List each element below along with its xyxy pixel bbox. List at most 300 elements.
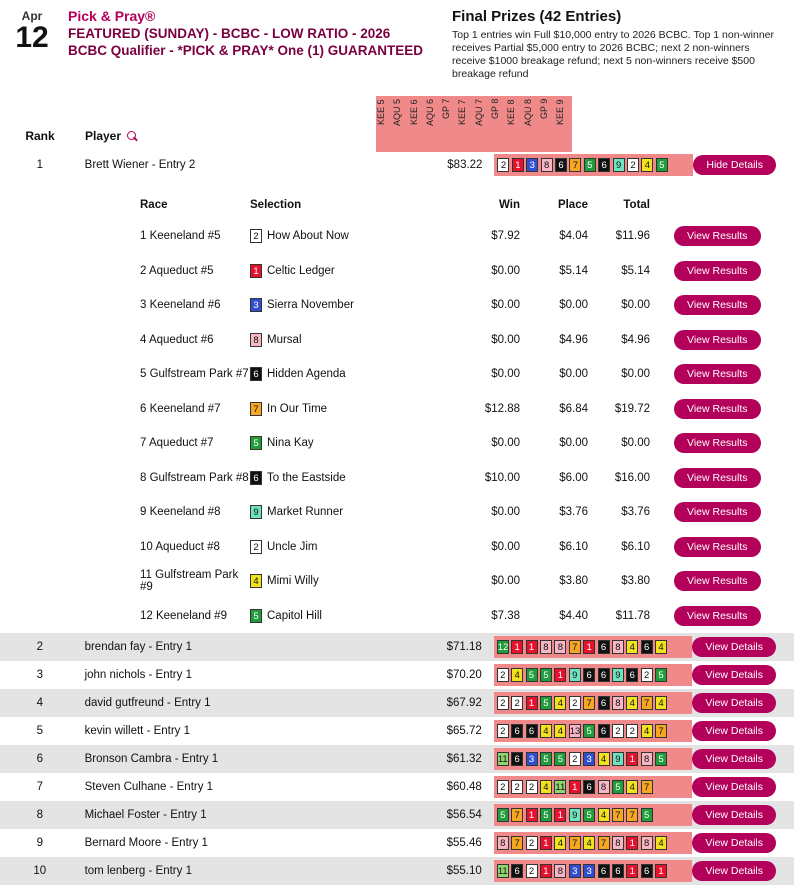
pick-chip: 2 [497,158,509,172]
pick-chip: 6 [555,158,567,172]
pick-chip: 11 [497,866,508,877]
detail-place: $6.10 [559,540,588,553]
pick-chip: 1 [540,836,552,850]
detail-place: $3.76 [559,506,588,519]
pick-chip: 5 [641,808,653,822]
contest-date [10,8,54,53]
detail-row [10,357,784,392]
pick-chip: 2 [497,668,509,682]
pick-chip [655,780,667,794]
pick-chip: 4 [598,808,610,822]
detail-action-cell [650,468,784,488]
detail-total: $3.76 [621,506,650,519]
details-header [10,191,784,219]
pick-chip: 9 [569,808,581,822]
column-place: Place [557,199,588,211]
leaderboard-body [0,151,794,885]
pick-chip: 8 [497,836,509,850]
entry-picks [494,748,693,770]
selection-horse-name: Hidden Agenda [267,368,346,381]
pick-chip: 6 [612,864,624,878]
detail-win: $0.00 [491,264,520,277]
detail-total: $4.96 [621,333,650,346]
entry-player: brendan fay - Entry 1 [84,641,192,653]
pick-chip: 6 [583,780,595,794]
view-results-button[interactable]: View Results [674,606,761,626]
pick-chip: 4 [655,836,667,850]
detail-place: $4.96 [559,333,588,346]
table-row[interactable] [0,773,794,801]
prizes-title: Final Prizes (42 Entries) [452,8,622,25]
selection-number-chip: 6 [250,471,262,485]
detail-total: $0.00 [621,368,650,381]
pick-chip: 6 [511,864,523,878]
pick-chip: 6 [583,668,595,682]
entry-rank: 9 [36,837,43,849]
leg-label: GP 9 [538,99,549,120]
view-results-button[interactable]: View Results [674,537,761,557]
page-header [0,0,794,85]
table-row[interactable] [0,661,794,689]
detail-row [10,599,784,634]
selection-number-chip: 6 [250,367,262,381]
detail-win: $7.92 [491,230,520,243]
pick-chip: 11 [555,782,566,793]
detail-race: 11 Gulfstream Park #9 [140,569,239,594]
detail-row [10,426,784,461]
detail-selection [250,367,440,381]
view-results-button[interactable]: View Results [674,226,761,246]
title-column [54,8,428,59]
detail-total: $0.00 [621,437,650,450]
detail-total: $5.14 [621,264,650,277]
detail-total: $0.00 [621,299,650,312]
pick-chip: 1 [526,808,538,822]
pick-chip: 8 [554,864,566,878]
pick-chip: 5 [540,696,552,710]
pick-chip: 2 [511,780,523,794]
pick-chip: 6 [598,724,610,738]
pick-chip: 1 [554,668,566,682]
view-details-button[interactable]: View Details [692,637,776,657]
pick-chip: 6 [511,752,523,766]
entry-picks [494,720,693,742]
detail-row [10,219,784,254]
pick-chip: 4 [626,780,638,794]
detail-win: $0.00 [491,437,520,450]
entry-rank: 2 [36,641,43,653]
pick-chip: 5 [583,724,595,738]
selection-horse-name: Mursal [267,333,302,346]
entry-action-cell [692,721,784,741]
view-results-button[interactable]: View Results [674,399,761,419]
pick-chip: 4 [655,696,667,710]
pick-chip: 8 [641,752,653,766]
entry-action-cell [692,805,784,825]
pick-chip: 5 [583,808,595,822]
pick-chip: 5 [497,808,509,822]
entry-action-cell [692,861,784,881]
detail-row [10,323,784,358]
detail-selection [250,436,440,450]
brand-name: Pick & Pray® [68,8,156,24]
pick-chip: 6 [641,864,653,878]
entry-player: Steven Culhane - Entry 1 [84,781,214,793]
pick-chip: 5 [526,668,538,682]
detail-selection [250,229,440,243]
detail-total: $19.72 [614,402,650,415]
pick-chip: 1 [526,640,538,654]
table-row[interactable] [0,633,794,661]
table-row[interactable] [0,151,794,179]
entry-earnings: $56.54 [446,809,482,821]
detail-selection [250,402,440,416]
view-details-button[interactable]: View Details [692,665,776,685]
contest-title: FEATURED (SUNDAY) - BCBC - LOW RATIO - 2026 BCBC Qualifier - *PICK & PRAY* One (1) GUARANTEED [68,26,424,58]
detail-action-cell [650,537,784,557]
view-results-button[interactable]: View Results [674,364,761,384]
entry-earnings: $61.32 [446,753,482,765]
pick-chip: 9 [613,158,625,172]
detail-win: $0.00 [491,506,520,519]
view-details-button[interactable]: View Details [692,749,776,769]
entry-player: Brett Wiener - Entry 2 [84,159,196,171]
pick-chip: 8 [612,836,624,850]
pick-chip: 11 [497,754,508,765]
prizes-description: Top 1 entries win Full $10,000 entry to 2026 BCBC. Top 1 non-winner receives Partial $5,000 entry to 2026 BCBC; next 2 non-winners receive $1000 breakage refund; next 5 non-winners receive $500 breakage refund [452,29,774,80]
detail-race: 10 Aqueduct #8 [140,540,220,553]
view-details-button[interactable]: View Details [692,777,776,797]
view-details-button[interactable]: View Details [692,721,776,741]
detail-total: $3.80 [621,575,650,588]
pick-chip: 2 [627,158,639,172]
detail-place: $0.00 [559,437,588,450]
detail-action-cell [650,330,784,350]
search-icon[interactable] [127,131,138,142]
leg-label: KEE 8 [506,99,517,125]
leg-label: KEE 7 [457,99,468,125]
entry-action-cell [692,693,784,713]
detail-race: 4 Aqueduct #6 [140,333,214,346]
date-day: 12 [15,21,49,54]
pick-chip: 2 [526,864,538,878]
view-results-button[interactable]: View Results [674,502,761,522]
leg-label: AQU 5 [392,99,403,127]
pick-chip: 8 [541,158,553,172]
view-results-button[interactable]: View Results [674,433,761,453]
pick-chip: 6 [511,724,523,738]
column-player [70,129,375,143]
entry-player: david gutfreund - Entry 1 [84,697,211,709]
pick-chip [655,808,667,822]
detail-place: $4.04 [559,230,588,243]
selection-number-chip: 2 [250,229,262,243]
entry-picks [494,692,693,714]
prize-column [428,8,784,81]
selection-number-chip: 3 [250,298,262,312]
leg-label: AQU 7 [473,99,484,127]
column-player-label: Player [85,129,122,143]
pick-chip: 13 [569,726,581,737]
pick-chip: 4 [554,724,566,738]
table-row[interactable] [0,717,794,745]
detail-place: $3.80 [559,575,588,588]
view-results-button[interactable]: View Results [674,261,761,281]
pick-chip: 1 [511,640,523,654]
entry-picks [494,776,693,798]
pick-chip: 3 [569,864,581,878]
pick-chip: 2 [511,696,523,710]
pick-chip: 2 [497,780,509,794]
detail-race: 9 Keeneland #8 [140,506,221,519]
pick-chip: 4 [641,158,653,172]
pick-chip: 6 [641,640,653,654]
entry-player: Michael Foster - Entry 1 [84,809,207,821]
pick-chip: 2 [569,752,581,766]
entry-rank: 3 [36,669,43,681]
view-results-button[interactable]: View Results [674,330,761,350]
entry-earnings: $65.72 [446,725,482,737]
pick-chip: 4 [540,724,552,738]
pick-chip: 4 [554,836,566,850]
selection-horse-name: To the Eastside [267,471,346,484]
pick-chip: 1 [512,158,524,172]
table-row[interactable] [0,829,794,857]
leg-label: KEE 6 [408,99,419,125]
detail-action-cell [650,364,784,384]
entry-details [0,191,794,633]
entry-player: Bernard Moore - Entry 1 [84,837,208,849]
entry-rank: 6 [36,753,43,765]
detail-total: $11.78 [615,609,650,622]
table-row[interactable] [0,857,794,885]
entry-action-cell [692,777,784,797]
detail-win: $0.00 [491,575,520,588]
pick-chip: 5 [612,780,624,794]
pick-chip: 6 [598,640,610,654]
detail-place: $0.00 [559,368,588,381]
detail-total: $11.96 [615,230,650,243]
pick-chip: 7 [569,836,581,850]
selection-horse-name: Celtic Ledger [267,264,335,277]
pick-chip: 3 [526,752,538,766]
pick-chip: 4 [598,752,610,766]
leg-label: AQU 6 [424,99,435,127]
selection-horse-name: Sierra November [267,299,354,312]
detail-selection [250,333,440,347]
pick-chip: 8 [612,640,624,654]
detail-win: $0.00 [491,540,520,553]
pick-chip: 1 [569,780,581,794]
pick-chip: 6 [598,696,610,710]
selection-horse-name: Nina Kay [267,437,314,450]
pick-chip: 5 [554,752,566,766]
detail-race: 7 Aqueduct #7 [140,437,214,450]
pick-chip: 9 [612,752,624,766]
pick-chip: 2 [612,724,624,738]
entry-earnings: $71.18 [446,641,482,653]
detail-place: $6.00 [559,471,588,484]
pick-chip: 5 [656,158,668,172]
entry-player: kevin willett - Entry 1 [84,725,191,737]
entry-player: Bronson Cambra - Entry 1 [84,753,219,765]
pick-chip: 6 [598,668,610,682]
pick-chip: 1 [655,864,667,878]
leg-label: KEE 5 [376,99,386,125]
detail-race: 1 Keeneland #5 [140,230,221,243]
detail-action-cell [650,261,784,281]
pick-chip: 7 [583,696,595,710]
entry-rank: 4 [36,697,43,709]
table-row[interactable] [0,745,794,773]
table-row[interactable] [0,801,794,829]
detail-race: 5 Gulfstream Park #7 [140,368,249,381]
entry-picks [494,804,693,826]
leg-label: GP 7 [441,99,452,120]
pick-chip: 7 [598,836,610,850]
pick-chip: 4 [511,668,523,682]
hide-details-button[interactable]: Hide Details [693,155,776,175]
view-results-button[interactable]: View Results [674,295,761,315]
pick-chip: 1 [626,836,638,850]
detail-selection [250,574,440,588]
pick-chip: 8 [540,640,552,654]
detail-total: $16.00 [614,471,650,484]
pick-chip: 1 [554,808,566,822]
pick-chip: 4 [583,836,595,850]
view-details-button[interactable]: View Details [692,833,776,853]
pick-chip: 4 [540,780,552,794]
column-win: Win [499,199,520,211]
pick-chip: 8 [598,780,610,794]
entry-action-cell [693,155,784,175]
leg-label: KEE 9 [555,99,566,125]
pick-chip: 2 [526,780,538,794]
entry-player: john nichols - Entry 1 [84,669,192,681]
pick-chip: 1 [626,752,638,766]
entry-rank: 7 [36,781,43,793]
pick-chip: 4 [626,696,638,710]
entry-earnings: $70.20 [446,669,482,681]
pick-chip: 1 [626,864,638,878]
pick-chip: 12 [497,642,509,653]
pick-chip: 5 [540,752,552,766]
view-details-button[interactable]: View Details [692,861,776,881]
detail-row [10,392,784,427]
pick-chip: 3 [583,864,595,878]
pick-chip: 6 [598,158,610,172]
detail-place: $6.84 [559,402,588,415]
pick-chip: 6 [626,668,638,682]
selection-number-chip: 4 [250,574,262,588]
pick-chip: 7 [511,808,523,822]
pick-chip: 5 [540,668,552,682]
date-month: Apr [21,9,43,23]
entry-picks [494,636,693,658]
detail-race: 3 Keeneland #6 [140,299,221,312]
pick-chip: 7 [511,836,523,850]
entry-picks [494,832,693,854]
pick-chip: 7 [612,808,624,822]
pick-chip: 1 [526,696,538,710]
view-details-button[interactable]: View Details [692,693,776,713]
detail-action-cell [650,433,784,453]
view-results-button[interactable]: View Results [674,571,761,591]
selection-number-chip: 5 [250,436,262,450]
detail-race: 8 Gulfstream Park #8 [140,471,249,484]
selection-number-chip: 8 [250,333,262,347]
selection-horse-name: Capitol Hill [267,609,322,622]
pick-chip: 8 [641,836,653,850]
detail-win: $12.88 [484,402,520,415]
pick-chip: 6 [526,724,538,738]
detail-row [10,564,784,599]
detail-row [10,254,784,289]
view-results-button[interactable]: View Results [674,468,761,488]
detail-selection [250,609,440,623]
pick-chip: 2 [641,668,653,682]
entry-earnings: $55.46 [446,837,482,849]
table-row[interactable] [0,689,794,717]
column-selection: Selection [250,199,302,211]
pick-chip: 9 [612,668,624,682]
selection-number-chip: 5 [250,609,262,623]
entry-action-cell [692,637,784,657]
detail-action-cell [650,226,784,246]
detail-win: $0.00 [491,299,520,312]
selection-horse-name: Uncle Jim [267,540,318,553]
selection-horse-name: How About Now [267,230,349,243]
entry-earnings: $55.10 [446,865,482,877]
detail-selection [250,540,440,554]
column-rank: Rank [25,129,55,143]
view-details-button[interactable]: View Details [692,805,776,825]
pick-chip: 2 [526,836,538,850]
detail-race: 12 Keeneland #9 [140,609,227,622]
detail-race: 6 Keeneland #7 [140,402,221,415]
entry-earnings: $60.48 [446,781,482,793]
pick-chip: 4 [641,724,653,738]
detail-race: 2 Aqueduct #5 [140,264,214,277]
pick-chip: 5 [540,808,552,822]
pick-chip: 8 [554,640,566,654]
pick-chip: 7 [641,696,653,710]
entry-picks [494,860,693,882]
pick-chip: 1 [540,864,552,878]
entry-rank: 10 [33,865,47,877]
pick-chip: 2 [497,724,509,738]
pick-chip: 7 [569,158,581,172]
selection-number-chip: 2 [250,540,262,554]
leg-header-strip [376,96,572,152]
detail-action-cell [650,295,784,315]
detail-selection [250,471,440,485]
detail-action-cell [650,399,784,419]
entry-earnings: $83.22 [447,159,483,171]
entry-action-cell [692,665,784,685]
detail-place: $5.14 [559,264,588,277]
pick-chip: 5 [584,158,596,172]
entry-picks [494,154,693,176]
detail-total: $6.10 [621,540,650,553]
detail-action-cell [650,502,784,522]
selection-horse-name: In Our Time [267,402,328,415]
selection-number-chip: 9 [250,505,262,519]
pick-chip: 2 [626,724,638,738]
selection-number-chip: 1 [250,264,262,278]
pick-chip: 1 [583,640,595,654]
column-total: Total [623,199,650,211]
